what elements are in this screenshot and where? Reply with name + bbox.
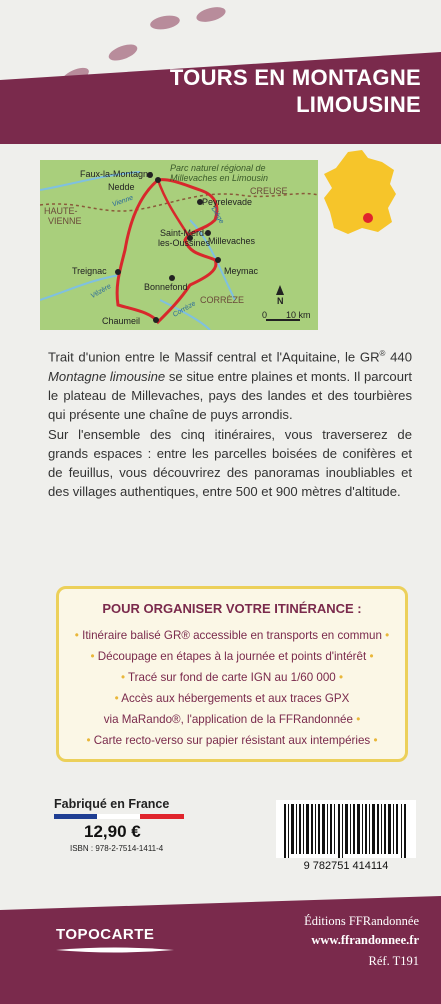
info-item: • Accès aux hébergements et aux traces GPX [114, 692, 350, 705]
route-map [40, 160, 318, 330]
title-line-2: LIMOUSINE [296, 92, 421, 117]
price: 12,90 € [84, 822, 141, 841]
barcode-number: 9 782751 414114 [303, 860, 389, 872]
map-place: Millevaches [208, 236, 256, 246]
info-box-title: POUR ORGANISER VOTRE ITINÉRANCE : [102, 601, 362, 616]
info-item: • Itinéraire balisé GR® accessible en transports en commun • [74, 629, 390, 642]
website: www.ffrandonnee.fr [311, 933, 419, 947]
french-flag-stripe [54, 814, 184, 819]
page-title [170, 64, 421, 118]
river-label: Diège [209, 205, 225, 226]
map-place: Meymac [224, 266, 259, 276]
brand-label: TOPOCARTE [56, 926, 155, 943]
department-label: CORRÈZE [200, 295, 245, 305]
info-item: • Découpage en étapes à la journée et points d'intérêt • [90, 650, 374, 663]
info-box [56, 586, 408, 762]
north-arrow-label: N [277, 296, 284, 306]
info-item: • Carte recto-verso sur papier résistant aux intempéries • [86, 734, 378, 747]
river-label: Vienne [111, 194, 135, 209]
map-place: Nedde [108, 182, 135, 192]
map-place: Treignac [72, 266, 107, 276]
topocarte-logo [56, 926, 174, 955]
river-label: Corrèze [171, 300, 197, 319]
map-place: Saint-Merd- [160, 228, 208, 238]
isbn: ISBN : 978-2-7514-1411-4 [70, 844, 164, 853]
region-label-1: Parc naturel régional de [170, 163, 266, 173]
description-paragraph-2: Sur l'ensemble des cinq itinéraires, vous traverserez de grands espaces : entre les parcelles boisées de conifères et de feuillus, vous découvrirez des panoramas inoubliables et des villages authentiques, entre 500 et 900 mètres d'altitude. [48, 426, 412, 500]
map-place: Faux-la-Montagne [80, 169, 154, 179]
map-place: les-Oussines [158, 238, 211, 248]
river-label: Vézère [89, 282, 113, 301]
map-place: Bonnefond [144, 282, 188, 292]
description-paragraph-1: Trait d'union entre le Massif central et l'Aquitaine, le GR® 440 Montagne limousine se situe entre plaines et monts. Il parcourt le plateau de Millevaches, pays des landes et des tourbières qui présente une chaîne de puys arrondis. [48, 349, 412, 423]
region-label-2: Millevaches en Limousin [170, 173, 269, 183]
map-place: Chaumeil [102, 316, 141, 326]
france-locator-map [318, 148, 400, 236]
scale-max: 10 km [286, 310, 311, 320]
logo-swoosh [56, 945, 174, 955]
made-in-france: Fabriqué en France [54, 797, 170, 811]
publisher: Éditions FFRandonnée [304, 914, 419, 928]
barcode-bars [276, 800, 416, 858]
title-line-1: TOURS EN MONTAGNE [169, 65, 421, 90]
department-label: HAUTE- [44, 206, 78, 216]
department-label: VIENNE [48, 216, 82, 226]
map-place: Peyrelevade [202, 197, 253, 207]
info-item: via MaRando®, l'application de la FFRandonnée • [103, 713, 361, 726]
info-item: • Tracé sur fond de carte IGN au 1/60 000 • [120, 671, 344, 684]
barcode [276, 800, 416, 858]
scale-min: 0 [262, 310, 268, 320]
department-label: CREUSE [250, 186, 288, 196]
reference: Réf. T191 [368, 954, 419, 968]
description [48, 344, 412, 502]
